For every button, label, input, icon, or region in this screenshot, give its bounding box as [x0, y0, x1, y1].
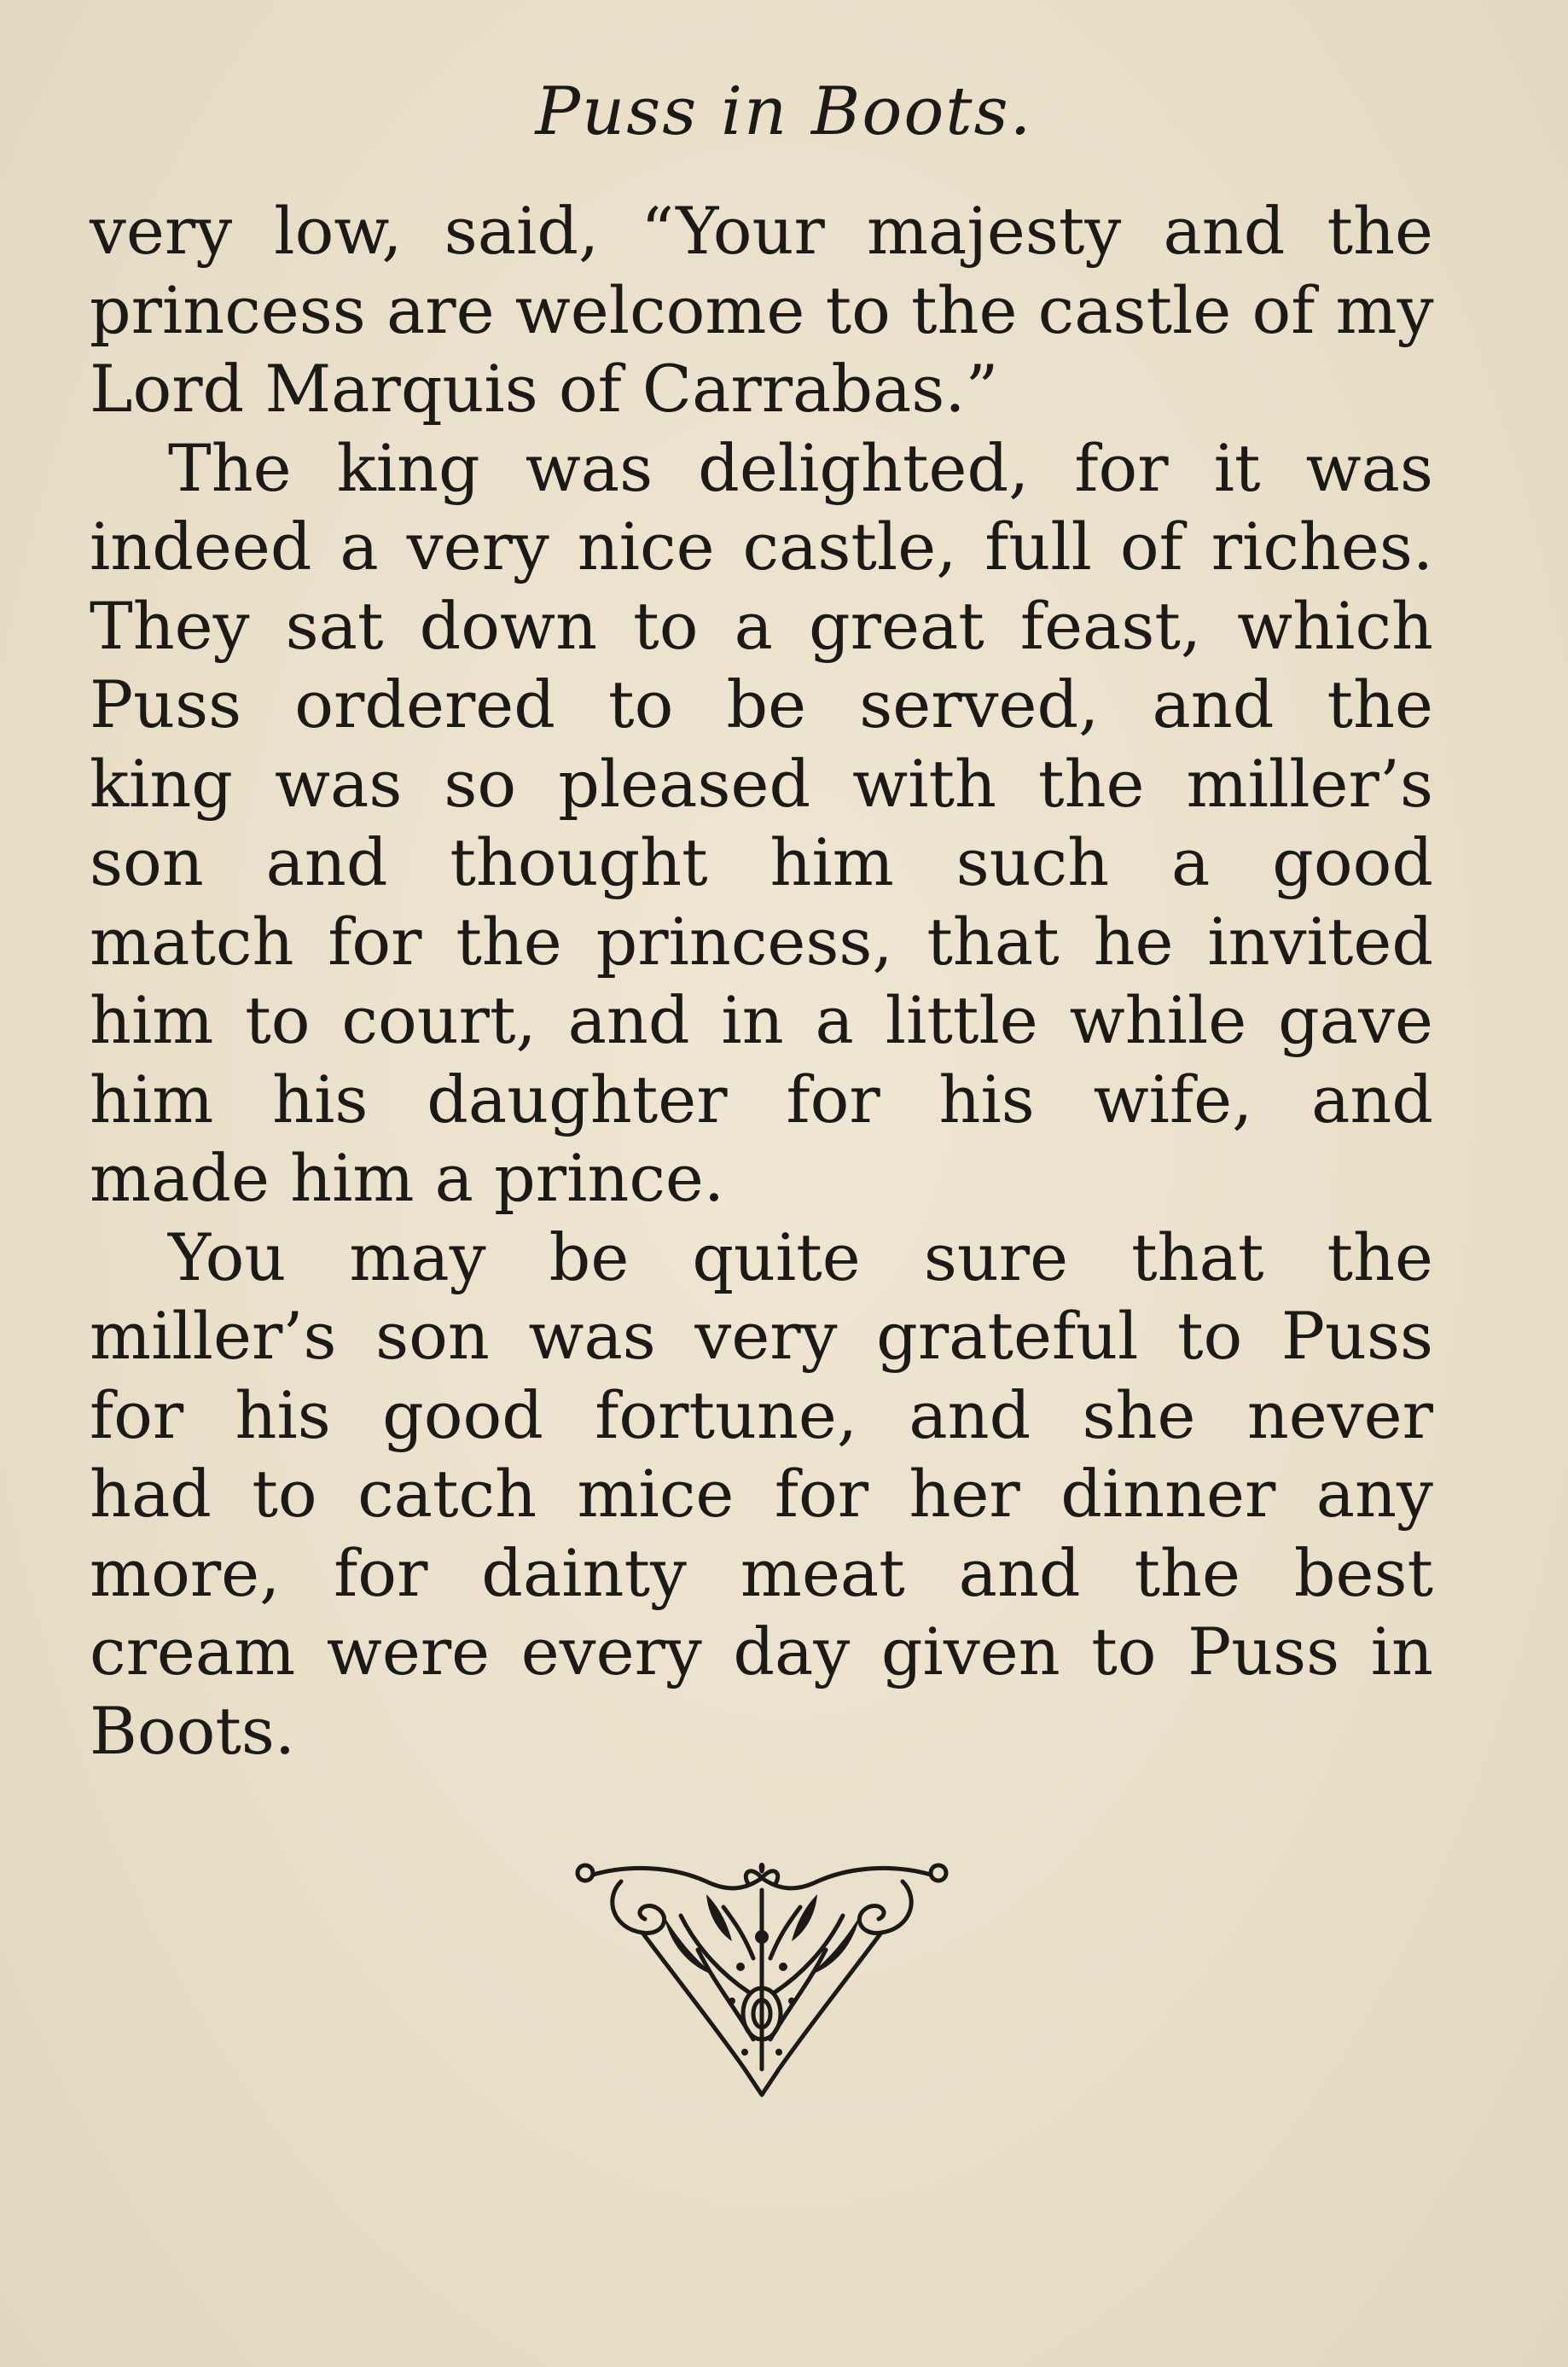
- text-line: had to catch mice for her dinner any: [90, 1456, 1433, 1532]
- text-line: Boots.: [90, 1692, 296, 1769]
- text-line: Puss ordered to be served, and the: [90, 666, 1433, 742]
- text-line: more, for dainty meat and the best: [90, 1534, 1433, 1611]
- text-line: for his good fortune, and she never: [90, 1376, 1433, 1453]
- text-line: The king was delighted, for it was: [168, 429, 1433, 506]
- floral-tailpiece-icon: [570, 1856, 954, 2103]
- text-line: very low, said, “Your majesty and the: [90, 193, 1433, 269]
- text-line: They sat down to a great feast, which: [90, 587, 1433, 664]
- text-line: him his daughter for his wife, and: [90, 1061, 1433, 1137]
- text-line: miller’s son was very grateful to Puss: [90, 1298, 1433, 1374]
- body-text: [90, 192, 1433, 1771]
- text-line: cream were every day given to Puss in: [90, 1614, 1433, 1689]
- text-line: indeed a very nice castle, full of riches.: [90, 509, 1433, 584]
- text-line: king was so pleased with the miller’s: [90, 745, 1433, 822]
- text-line: princess are welcome to the castle of my: [90, 271, 1434, 348]
- running-head: Puss in Boots.: [535, 73, 1033, 150]
- text-line: Lord Marquis of Carrabas.”: [90, 351, 999, 427]
- text-line: him to court, and in a little while gave: [90, 982, 1433, 1058]
- text-line: son and thought him such a good: [90, 824, 1433, 900]
- text-line: match for the princess, that he invited: [90, 903, 1433, 980]
- text-line: You may be quite sure that the: [168, 1218, 1433, 1295]
- text-line: made him a prince.: [90, 1140, 725, 1216]
